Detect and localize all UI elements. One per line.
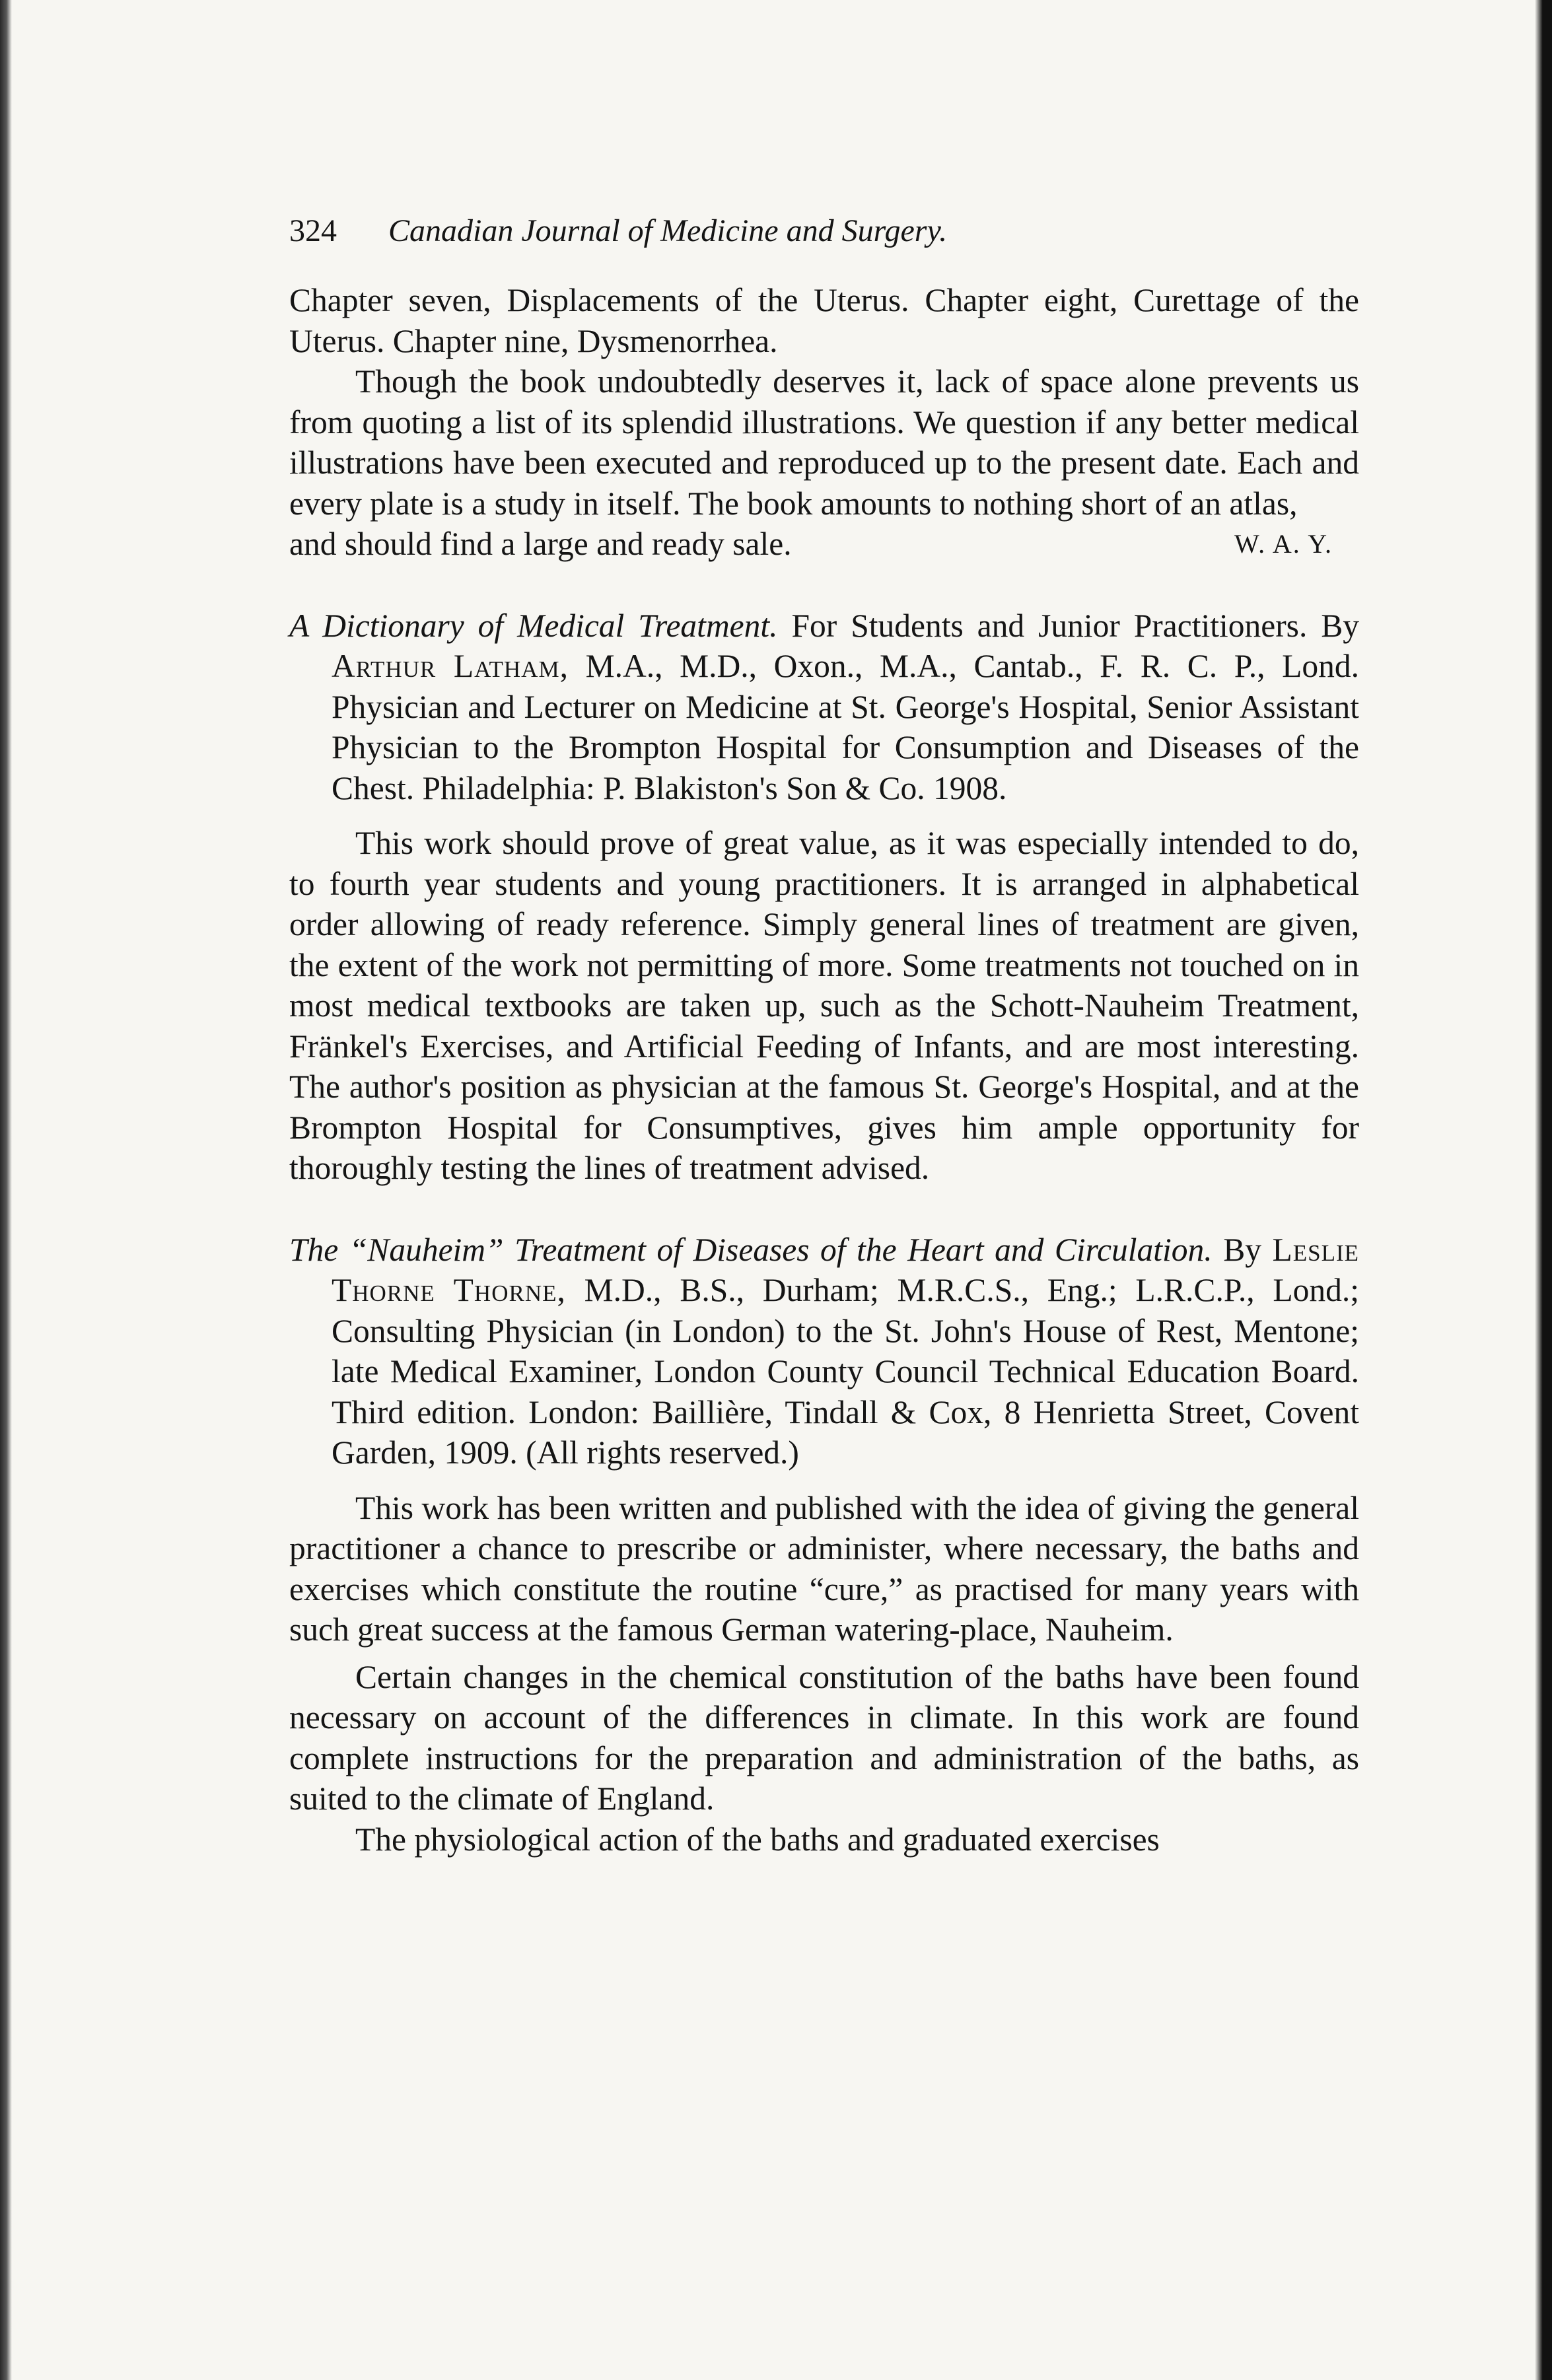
review1-initials: W. A. Y.: [1234, 529, 1333, 559]
page-number: 324: [289, 213, 337, 248]
review1-paragraph: Though the book undoubtedly deserves it, lack of space alone prevents us from quoting a list of its splendid illustrations. We question if any better medical illustrations have been executed and reproduced up to the present date. Each and every plate is a study in itself. The book amounts to nothing short of an atlas,: [289, 363, 1359, 522]
review3-citation-a: By: [1223, 1231, 1261, 1268]
review2-citation-b: M.A., M.D., Oxon., M.A., Cantab., F. R. C. P., Lond. Physician and Lecturer on Medicine at St. George's Hospital, Senior Assistant Physician to the Brompton Hospital for Consumption and Diseases of the Chest. Philadelphia: P. Blakiston's Son & Co. 1908.: [332, 648, 1360, 806]
page-edge-shadow: [1535, 0, 1552, 2380]
review3-citation: [289, 1230, 1359, 1473]
journal-title: Canadian Journal of Medicine and Surgery.: [388, 213, 948, 248]
review2-citation-a: For Students and Junior Practitioners. By: [791, 607, 1360, 644]
review3-paragraph-3: The physiological action of the baths and graduated exercises: [355, 1821, 1160, 1858]
running-head: [289, 211, 1359, 251]
review1-closing-text: and should find a large and ready sale.: [289, 526, 792, 562]
review3-paragraph-1: This work has been written and published with the idea of giving the general practitioner a chance to prescribe or administer, where necessary, the baths and exercises which constitute the routine “cure,” as practised for many years with such great success at the famous German watering-place, Nauheim.: [289, 1489, 1359, 1648]
review2-citation: [289, 606, 1359, 809]
review2-author: Arthur Latham,: [332, 648, 569, 684]
review1-closing-line: [289, 524, 1359, 565]
page-content: [289, 211, 1359, 1860]
review3-book-title: The “Nauheim” Treatment of Diseases of the Heart and Circulation.: [289, 1231, 1213, 1268]
review3-paragraph-2: Certain changes in the chemical constitution of the baths have been found necessary on account of the differences in climate. In this work are found complete instructions for the preparation and administration of the baths, as suited to the climate of England.: [289, 1658, 1359, 1817]
review2-book-title: A Dictionary of Medical Treatment.: [289, 607, 778, 644]
review3-author: Leslie Thorne Thorne,: [332, 1231, 1360, 1308]
binding-shadow: [0, 0, 12, 2380]
review1-continuation: Chapter seven, Displacements of the Uterus. Chapter eight, Curettage of the Uterus. Chapter nine, Dysmenorrhea.: [289, 282, 1359, 359]
review2-body: This work should prove of great value, as it was especially intended to do, to fourth year students and young practitioners. It is arranged in alphabetical order allowing of ready reference. Simply general lines of treatment are given, the extent of the work not permitting of more. Some treatments not touched on in most medical textbooks are taken up, such as the Schott-Nauheim Treatment, Fränkel's Exercises, and Artificial Feeding of Infants, and are most interesting. The author's position as physician at the famous St. George's Hospital, and at the Brompton Hospital for Consumptives, gives him ample opportunity for thoroughly testing the lines of treatment advised.: [289, 825, 1359, 1186]
review3-citation-b: M.D., B.S., Durham; M.R.C.S., Eng.; L.R.C.P., Lond.; Consulting Physician (in London) to the St. John's House of Rest, Mentone; late Medical Examiner, London County Council Technical Education Board. Third edition. London: Baillière, Tindall & Cox, 8 Henrietta Street, Covent Garden, 1909. (All rights reserved.): [332, 1272, 1360, 1471]
